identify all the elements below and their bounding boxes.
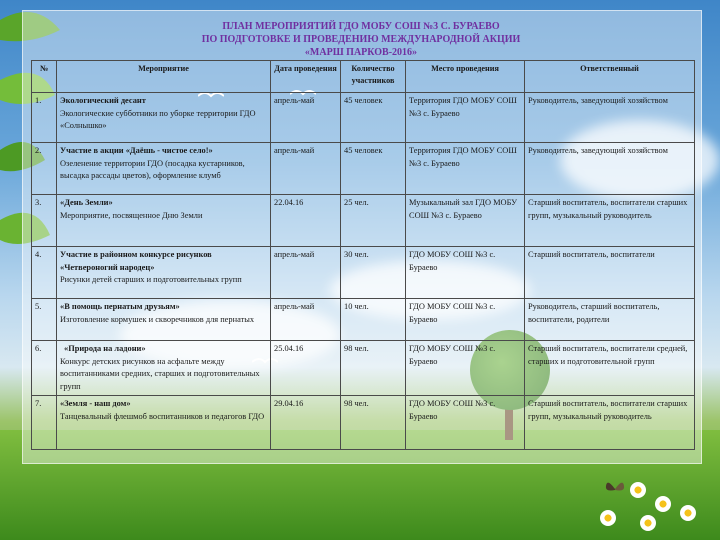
row-number: 1. xyxy=(32,93,57,143)
responsible-cell: Руководитель, заведующий хозяйством xyxy=(525,143,695,195)
event-description: Мероприятие, посвященное Дню Земли xyxy=(60,210,203,220)
participants-cell: 98 чел. xyxy=(341,341,406,396)
event-description: Танцевальный флешмоб воспитанников и педагогов ГДО xyxy=(60,411,265,421)
event-cell xyxy=(57,341,271,396)
responsible-cell: Старший воспитатель, воспитатели старших групп, музыкальный руководитель xyxy=(525,396,695,450)
title-line-1: ПЛАН МЕРОПРИЯТИЙ ГДО МОБУ СОШ №3 С. БУРАЕВО xyxy=(222,21,500,32)
table-row xyxy=(32,143,695,195)
date-cell: 29.04.16 xyxy=(271,396,341,450)
daisy-icon xyxy=(640,515,656,531)
daisy-icon xyxy=(655,496,671,512)
event-description: Изготовление кормушек и скворечников для пернатых xyxy=(60,314,255,324)
row-number: 6. xyxy=(32,341,57,396)
row-number: 5. xyxy=(32,299,57,341)
responsible-cell: Старший воспитатель, воспитатели xyxy=(525,247,695,299)
event-cell xyxy=(57,143,271,195)
event-title: «В помощь пернатым друзьям» xyxy=(60,302,180,311)
table-row xyxy=(32,93,695,143)
daisy-icon xyxy=(680,505,696,521)
row-number: 3. xyxy=(32,195,57,247)
event-description: Озеленение территории ГДО (посадка кустарников, высадка рассады цветов), оформление клумб xyxy=(60,158,245,180)
event-description: Конкурс детских рисунков на асфальте между воспитанниками средних, старших и подготовительных групп xyxy=(60,356,260,391)
table-row xyxy=(32,396,695,450)
participants-cell: 30 чел. xyxy=(341,247,406,299)
participants-cell: 10 чел. xyxy=(341,299,406,341)
date-cell: апрель-май xyxy=(271,247,341,299)
event-cell xyxy=(57,396,271,450)
row-number: 7. xyxy=(32,396,57,450)
column-header-responsible: Ответственный xyxy=(525,61,695,93)
date-cell: 25.04.16 xyxy=(271,341,341,396)
column-header-participants: Количество участников xyxy=(341,61,406,93)
place-cell: ГДО МОБУ СОШ №3 с. Бураево xyxy=(406,341,525,396)
event-title: Участие в акции «Даёшь - чистое село!» xyxy=(60,146,213,155)
table-header-row xyxy=(32,61,695,93)
participants-cell: 98 чел. xyxy=(341,396,406,450)
event-title: «Земля - наш дом» xyxy=(60,399,131,408)
place-cell: Музыкальный зал ГДО МОБУ СОШ №3 с. Бураево xyxy=(406,195,525,247)
page-title xyxy=(22,20,700,59)
event-cell xyxy=(57,93,271,143)
table-row xyxy=(32,299,695,341)
responsible-cell: Руководитель, старший воспитатель, воспитатели, родители xyxy=(525,299,695,341)
event-title: Участие в районном конкурсе рисунков «Четвероногий народец» xyxy=(60,250,212,272)
event-title: «Природа на ладони» xyxy=(64,344,146,353)
place-cell: Территория ГДО МОБУ СОШ №3 с. Бураево xyxy=(406,143,525,195)
daisy-icon xyxy=(630,482,646,498)
date-cell: апрель-май xyxy=(271,143,341,195)
column-header-date: Дата проведения xyxy=(271,61,341,93)
place-cell: Территория ГДО МОБУ СОШ №3 с. Бураево xyxy=(406,93,525,143)
event-title: «День Земли» xyxy=(60,198,113,207)
title-line-3: «МАРШ ПАРКОВ-2016» xyxy=(304,47,418,58)
participants-cell: 45 человек xyxy=(341,93,406,143)
butterfly-icon xyxy=(605,478,625,500)
row-number: 2. xyxy=(32,143,57,195)
event-title: Экологический десант xyxy=(60,96,146,105)
event-description: Рисунки детей старших и подготовительных групп xyxy=(60,275,242,284)
place-cell: ГДО МОБУ СОШ №3 с. Бураево xyxy=(406,247,525,299)
column-header-number: № xyxy=(32,61,57,93)
participants-cell: 45 человек xyxy=(341,143,406,195)
events-table xyxy=(31,60,695,450)
event-cell xyxy=(57,247,271,299)
column-header-place: Место проведения xyxy=(406,61,525,93)
event-cell xyxy=(57,299,271,341)
date-cell: апрель-май xyxy=(271,299,341,341)
row-number: 4. xyxy=(32,247,57,299)
participants-cell: 25 чел. xyxy=(341,195,406,247)
event-cell xyxy=(57,195,271,247)
table-row xyxy=(32,247,695,299)
column-header-event: Мероприятие xyxy=(57,61,271,93)
table-row xyxy=(32,195,695,247)
date-cell: апрель-май xyxy=(271,93,341,143)
responsible-cell: Старший воспитатель, воспитатели средней, старших и подготовительной групп xyxy=(525,341,695,396)
date-cell: 22.04.16 xyxy=(271,195,341,247)
daisy-icon xyxy=(600,510,616,526)
place-cell: ГДО МОБУ СОШ №3 с. Бураево xyxy=(406,299,525,341)
responsible-cell: Старший воспитатель, воспитатели старших групп, музыкальный руководитель xyxy=(525,195,695,247)
title-line-2: ПО ПОДГОТОВКЕ И ПРОВЕДЕНИЮ МЕЖДУНАРОДНОЙ АКЦИИ xyxy=(201,34,521,45)
place-cell: ГДО МОБУ СОШ №3 с. Бураево xyxy=(406,396,525,450)
event-description: Экологические субботники по уборке территории ГДО «Солнышко» xyxy=(60,108,256,130)
responsible-cell: Руководитель, заведующий хозяйством xyxy=(525,93,695,143)
table-row xyxy=(32,341,695,396)
